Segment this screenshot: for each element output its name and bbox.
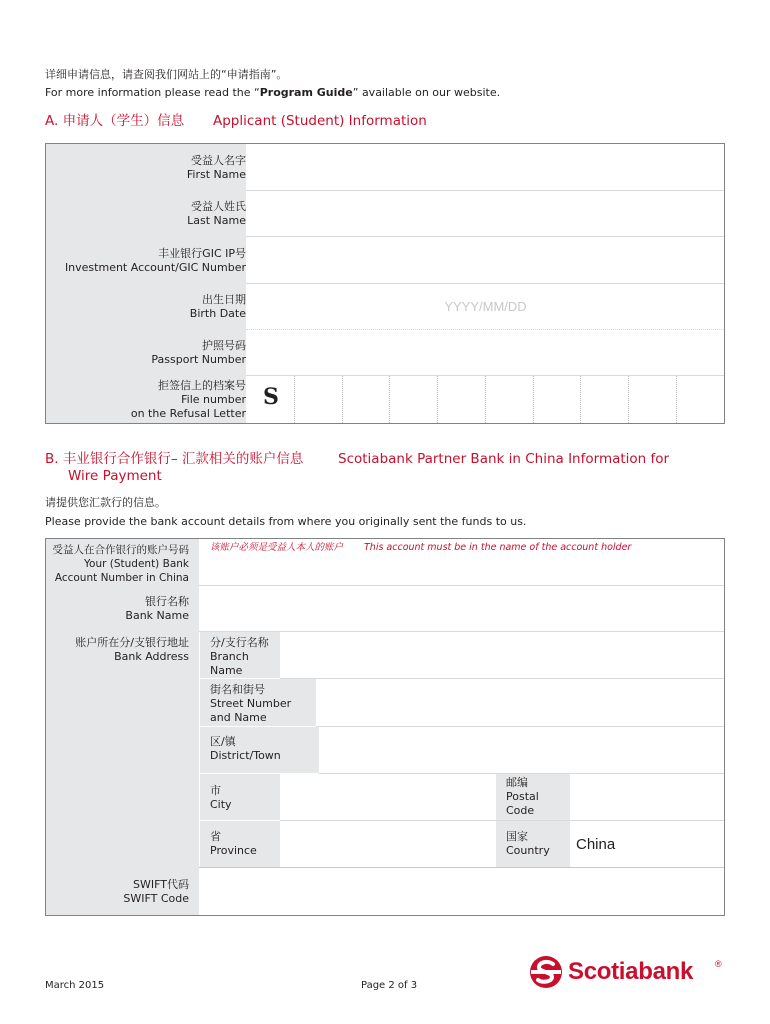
branch-label: 分/支行名称 Branch Name — [200, 632, 280, 678]
street-label: 街名和街号 Street Number and Name — [200, 679, 316, 726]
last-name-input[interactable] — [247, 191, 724, 236]
gic-number-input[interactable] — [247, 237, 724, 283]
birth-date-label: 出生日期 Birth Date — [189, 293, 246, 320]
applicant-info-table — [45, 143, 725, 424]
intro-chinese: 详细申请信息，请查阅我们网站上的“申请指南”。 — [45, 68, 288, 81]
scotiabank-wordmark: Scotiabank — [568, 958, 694, 985]
birth-date-placeholder: YYYY/MM/DD — [444, 299, 527, 314]
bank-name-label: 银行名称 Bank Name — [125, 595, 189, 622]
section-b-instruction-zh: 请提供您汇款行的信息。 — [45, 496, 166, 509]
gic-number-label: 丰业银行GIC IP号 Investment Account/GIC Number — [64, 246, 246, 274]
program-guide-link: Program Guide — [259, 86, 353, 99]
page-number: Page 2 of 3 — [361, 980, 418, 991]
postal-code-input[interactable] — [570, 774, 724, 820]
scotiabank-logo — [528, 953, 728, 993]
section-a-title-zh: A. 申请人（学生）信息 — [45, 113, 185, 129]
account-number-label: 受益人在合作银行的账户号码 Your (Student) Bank Account Number in China — [52, 544, 189, 584]
street-input[interactable] — [316, 679, 724, 726]
first-name-input[interactable] — [247, 144, 724, 190]
section-a-title-en: Applicant (Student) Information — [213, 113, 427, 129]
partner-bank-table — [45, 538, 725, 916]
section-b-title-en: Scotiabank Partner Bank in China Information for — [338, 451, 670, 467]
scotiabank-s-icon — [528, 953, 564, 991]
country-input[interactable] — [570, 821, 724, 867]
branch-name-input[interactable] — [280, 632, 724, 678]
first-name-label: 受益人名字 First Name — [186, 153, 246, 181]
passport-number-input[interactable] — [247, 330, 724, 375]
section-b-title-line2: Wire Payment — [68, 468, 162, 484]
swift-code-input[interactable] — [200, 868, 724, 915]
intro-en-suffix: ” available on our website. — [352, 86, 501, 99]
passport-number-label: 护照号码 Passport Number — [151, 339, 246, 366]
account-number-input[interactable] — [200, 539, 724, 585]
section-b-title-zh: B. 丰业银行合作银行– 汇款相关的账户信息 — [45, 451, 304, 467]
city-label: 市 City — [200, 774, 280, 820]
registered-mark: ® — [715, 959, 722, 969]
file-number-prefix: S — [263, 384, 279, 410]
account-note-zh: 该账户必须是受益人本人的账户 — [210, 542, 344, 553]
postal-code-label: 邮编 Postal Code — [496, 774, 570, 820]
birth-date-input[interactable] — [247, 284, 724, 329]
intro-en-prefix: For more information please read the “ — [45, 86, 260, 99]
footer-date: March 2015 — [45, 980, 105, 991]
section-b-instruction-en: Please provide the bank account details from where you originally sent the funds to us. — [45, 515, 527, 528]
country-value: China — [576, 836, 616, 853]
last-name-label: 受益人姓氏 Last Name — [187, 200, 246, 227]
province-label: 省 Province — [200, 821, 280, 867]
district-label: 区/镇 District/Town — [200, 727, 319, 773]
bank-name-input[interactable] — [200, 586, 724, 631]
swift-code-label: SWIFT代码 SWIFT Code — [123, 878, 189, 905]
account-note-en: This account must be in the name of the account holder — [364, 542, 632, 553]
province-input[interactable] — [280, 821, 496, 867]
bank-address-label: 账户所在分/支银行地址 Bank Address — [75, 636, 189, 663]
intro-english — [45, 86, 500, 99]
city-input[interactable] — [280, 774, 496, 820]
country-label: 国家 Country — [496, 821, 570, 867]
file-number-label: 拒签信上的档案号 File number on the Refusal Letter — [130, 378, 246, 420]
district-input[interactable] — [319, 727, 724, 773]
